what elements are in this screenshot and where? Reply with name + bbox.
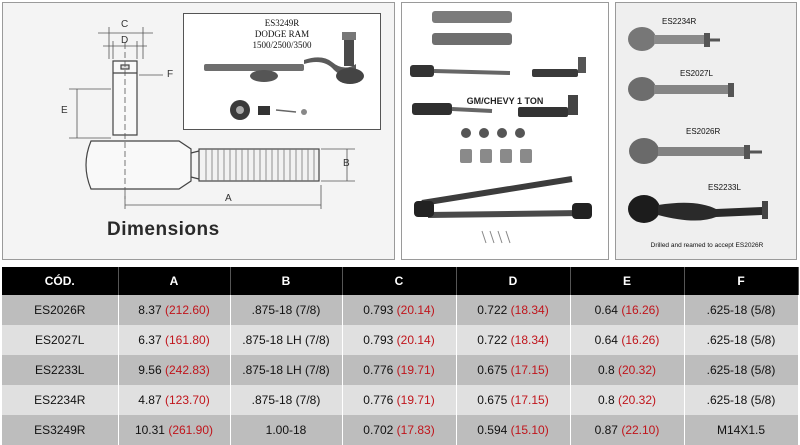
cell-d: 0.594 (15.10) <box>456 415 570 445</box>
inset-models: 1500/2500/3500 <box>252 40 312 50</box>
cell-code: ES2234R <box>2 385 118 415</box>
table-row <box>2 295 798 325</box>
cell-code: ES2233L <box>2 355 118 385</box>
header-code: CÓD. <box>2 267 118 295</box>
header-b: B <box>230 267 342 295</box>
part-label-es2234r: ES2234R <box>662 17 697 26</box>
cell-d: 0.675 (17.15) <box>456 355 570 385</box>
cell-d: 0.675 (17.15) <box>456 385 570 415</box>
cell-a: 6.37 (161.80) <box>118 325 230 355</box>
drilled-reamed-note: Drilled and reamed to accept ES2026R <box>650 242 764 249</box>
cell-e: 0.64 (16.26) <box>570 295 684 325</box>
part-label-es2233l: ES2233L <box>708 183 741 192</box>
cell-e: 0.8 (20.32) <box>570 355 684 385</box>
cell-f: .625-18 (5/8) <box>684 295 798 325</box>
table-row <box>2 325 798 355</box>
table-row <box>2 385 798 415</box>
cell-a: 10.31 (261.90) <box>118 415 230 445</box>
cell-a: 8.37 (212.60) <box>118 295 230 325</box>
dimensions-diagram-panel <box>2 2 395 260</box>
tie-rod-ends-photo <box>615 2 797 260</box>
cell-f: M14X1.5 <box>684 415 798 445</box>
cell-code: ES3249R <box>2 415 118 445</box>
dimension-label-b: B <box>343 158 350 169</box>
cell-b: .875-18 (7/8) <box>230 295 342 325</box>
cell-b: 1.00-18 <box>230 415 342 445</box>
dimensions-spec-table <box>2 267 799 445</box>
cell-e: 0.8 (20.32) <box>570 385 684 415</box>
part-label-es2026r: ES2026R <box>686 127 721 136</box>
cell-c: 0.776 (19.71) <box>342 385 456 415</box>
header-c: C <box>342 267 456 295</box>
header-d: D <box>456 267 570 295</box>
cell-a: 9.56 (242.83) <box>118 355 230 385</box>
cell-e: 0.64 (16.26) <box>570 325 684 355</box>
cell-b: .875-18 LH (7/8) <box>230 355 342 385</box>
cell-code: ES2026R <box>2 295 118 325</box>
header-f: F <box>684 267 798 295</box>
part-label-es2027l: ES2027L <box>680 69 713 78</box>
dimension-label-a: A <box>225 193 232 204</box>
dimension-label-d: D <box>121 35 129 46</box>
cell-f: .625-18 (5/8) <box>684 355 798 385</box>
cell-b: .875-18 LH (7/8) <box>230 325 342 355</box>
cell-c: 0.702 (17.83) <box>342 415 456 445</box>
cell-c: 0.793 (20.14) <box>342 325 456 355</box>
inset-part-number: ES3249R <box>264 18 300 28</box>
dimensions-title: Dimensions <box>107 219 220 240</box>
es3249r-inset-photo <box>183 13 381 130</box>
cell-c: 0.776 (19.71) <box>342 355 456 385</box>
cell-a: 4.87 (123.70) <box>118 385 230 415</box>
gm-chevy-label: GM/CHEVY 1 TON <box>466 96 544 106</box>
header-a: A <box>118 267 230 295</box>
cell-c: 0.793 (20.14) <box>342 295 456 325</box>
dimension-label-e: E <box>61 105 68 116</box>
gm-chevy-tie-rod-kit-image <box>402 3 609 260</box>
cell-d: 0.722 (18.34) <box>456 325 570 355</box>
gm-chevy-kit-photo <box>401 2 609 260</box>
table-header-row <box>2 267 798 295</box>
cell-f: .625-18 (5/8) <box>684 325 798 355</box>
table-row <box>2 355 798 385</box>
dimension-label-c: C <box>121 19 129 30</box>
cell-f: .625-18 (5/8) <box>684 385 798 415</box>
dimension-label-f: F <box>167 69 174 80</box>
cell-d: 0.722 (18.34) <box>456 295 570 325</box>
header-e: E <box>570 267 684 295</box>
cell-code: ES2027L <box>2 325 118 355</box>
cell-e: 0.87 (22.10) <box>570 415 684 445</box>
inset-make: DODGE RAM <box>254 29 310 39</box>
inset-drag-link-image <box>184 14 380 129</box>
cell-b: .875-18 (7/8) <box>230 385 342 415</box>
